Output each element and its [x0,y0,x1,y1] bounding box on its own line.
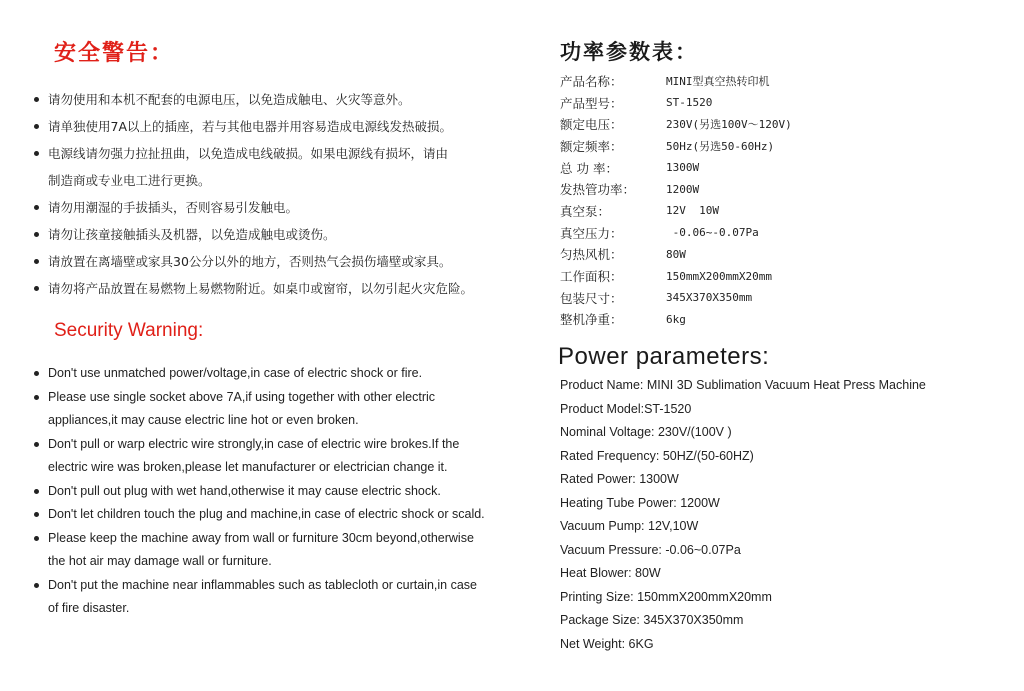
spec-row: Net Weight: 6KG [560,636,654,651]
spec-row: Rated Frequency: 50HZ/(50-60HZ) [560,448,754,463]
spec-row: 真空泵： 12V 10W [560,203,719,219]
list-item: Please use single socket above 7A,if using together with other electric [34,386,534,410]
list-item: 请勿将产品放置在易燃物上易燃物附近。如桌巾或窗帘，以勿引起火灾危险。 [34,275,534,302]
bullet-icon [34,371,39,376]
list-item: 请勿用潮湿的手拔插头，否则容易引发触电。 [34,194,534,221]
spec-row: 真空压力： -0.06~-0.07Pa [560,225,759,241]
list-item-continuation: 制造商或专业电工进行更换。 [48,173,211,188]
spec-row: 总 功 率： 1300W [560,160,700,176]
power-params-title-cn: 功率参数表： [560,40,698,64]
spec-row: Product Name: MINI 3D Sublimation Vacuum Heat Press Machine [560,378,926,392]
list-item: 电源线请勿强力拉扯扭曲，以免造成电线破损。如果电源线有损坏，请由 [34,140,534,167]
power-params-title-en: Power parameters: [558,343,770,370]
safety-warning-title-en: Security Warning: [54,320,204,341]
spec-row: 产品型号： ST-1520 [560,95,713,111]
bullet-icon [34,512,39,517]
spec-row: 额定电压： 230V(另选100V～120V) [560,117,792,133]
list-item: Don't pull out plug with wet hand,otherwise it may cause electric shock. [34,480,534,504]
bullet-icon [34,583,39,588]
spec-row: Printing Size: 150mmX200mmX20mm [560,589,772,604]
power-params-table-cn [560,70,1000,330]
list-item-continuation: appliances,it may cause electric line hot or even broken. [48,413,359,427]
bullet-icon [34,232,39,237]
bullet-icon [34,442,39,447]
bullet-icon [34,489,39,494]
spec-row: Package Size: 345X370X350mm [560,613,744,627]
spec-row: Vacuum Pump: 12V,10W [560,519,699,533]
list-item: Don't pull or warp electric wire strongly,in case of electric wire brokes.If the [34,433,534,457]
bullet-icon [34,395,39,400]
safety-warning-list-cn [34,86,534,302]
list-item: Don't use unmatched power/voltage,in case of electric shock or fire. [34,362,534,386]
list-item-continuation: of fire disaster. [48,601,130,615]
power-params-list-en [560,374,1000,656]
list-item: 请放置在离墙壁或家具30公分以外的地方，否则热气会损伤墙壁或家具。 [34,248,534,275]
bullet-icon [34,205,39,210]
bullet-icon [34,151,39,156]
spec-row: Rated Power: 1300W [560,472,679,486]
spec-row: 工作面积： 150mmX200mmX20mm [560,269,772,285]
list-item: 请单独使用7A以上的插座，若与其他电器并用容易造成电源线发热破损。 [34,113,534,140]
spec-row: Nominal Voltage: 230V/(100V ) [560,425,732,439]
list-item: Don't let children touch the plug and machine,in case of electric shock or scald. [34,503,534,527]
safety-warning-list-en [34,362,534,621]
list-item: 请勿让孩童接触插头及机器，以免造成触电或烫伤。 [34,221,534,248]
list-item: Please keep the machine away from wall or furniture 30cm beyond,otherwise [34,527,534,551]
bullet-icon [34,286,39,291]
list-item: 请勿使用和本机不配套的电源电压，以免造成触电、火灾等意外。 [34,86,534,113]
list-item-continuation: electric wire was broken,please let manufacturer or electrician change it. [48,460,448,474]
spec-row: 发热管功率： 1200W [560,182,700,198]
spec-row: 额定频率： 50Hz(另选50-60Hz) [560,138,775,154]
spec-row: 包装尺寸： 345X370X350mm [560,290,753,306]
spec-row: Heat Blower: 80W [560,566,661,580]
safety-warning-title-cn: 安全警告： [54,41,175,66]
bullet-icon [34,124,39,129]
bullet-icon [34,259,39,264]
bullet-icon [34,97,39,102]
spec-row: 匀热风机： 80W [560,247,686,263]
bullet-icon [34,536,39,541]
spec-row: 整机净重： 6kg [560,312,686,328]
spec-row: 产品名称： MINI型真空热转印机 [560,73,770,89]
spec-row: Heating Tube Power: 1200W [560,495,720,510]
spec-row: Vacuum Pressure: -0.06~0.07Pa [560,542,741,557]
spec-row: Product Model:ST-1520 [560,401,692,416]
list-item: Don't put the machine near inflammables such as tablecloth or curtain,in case [34,574,534,598]
list-item-continuation: the hot air may damage wall or furniture. [48,554,272,568]
